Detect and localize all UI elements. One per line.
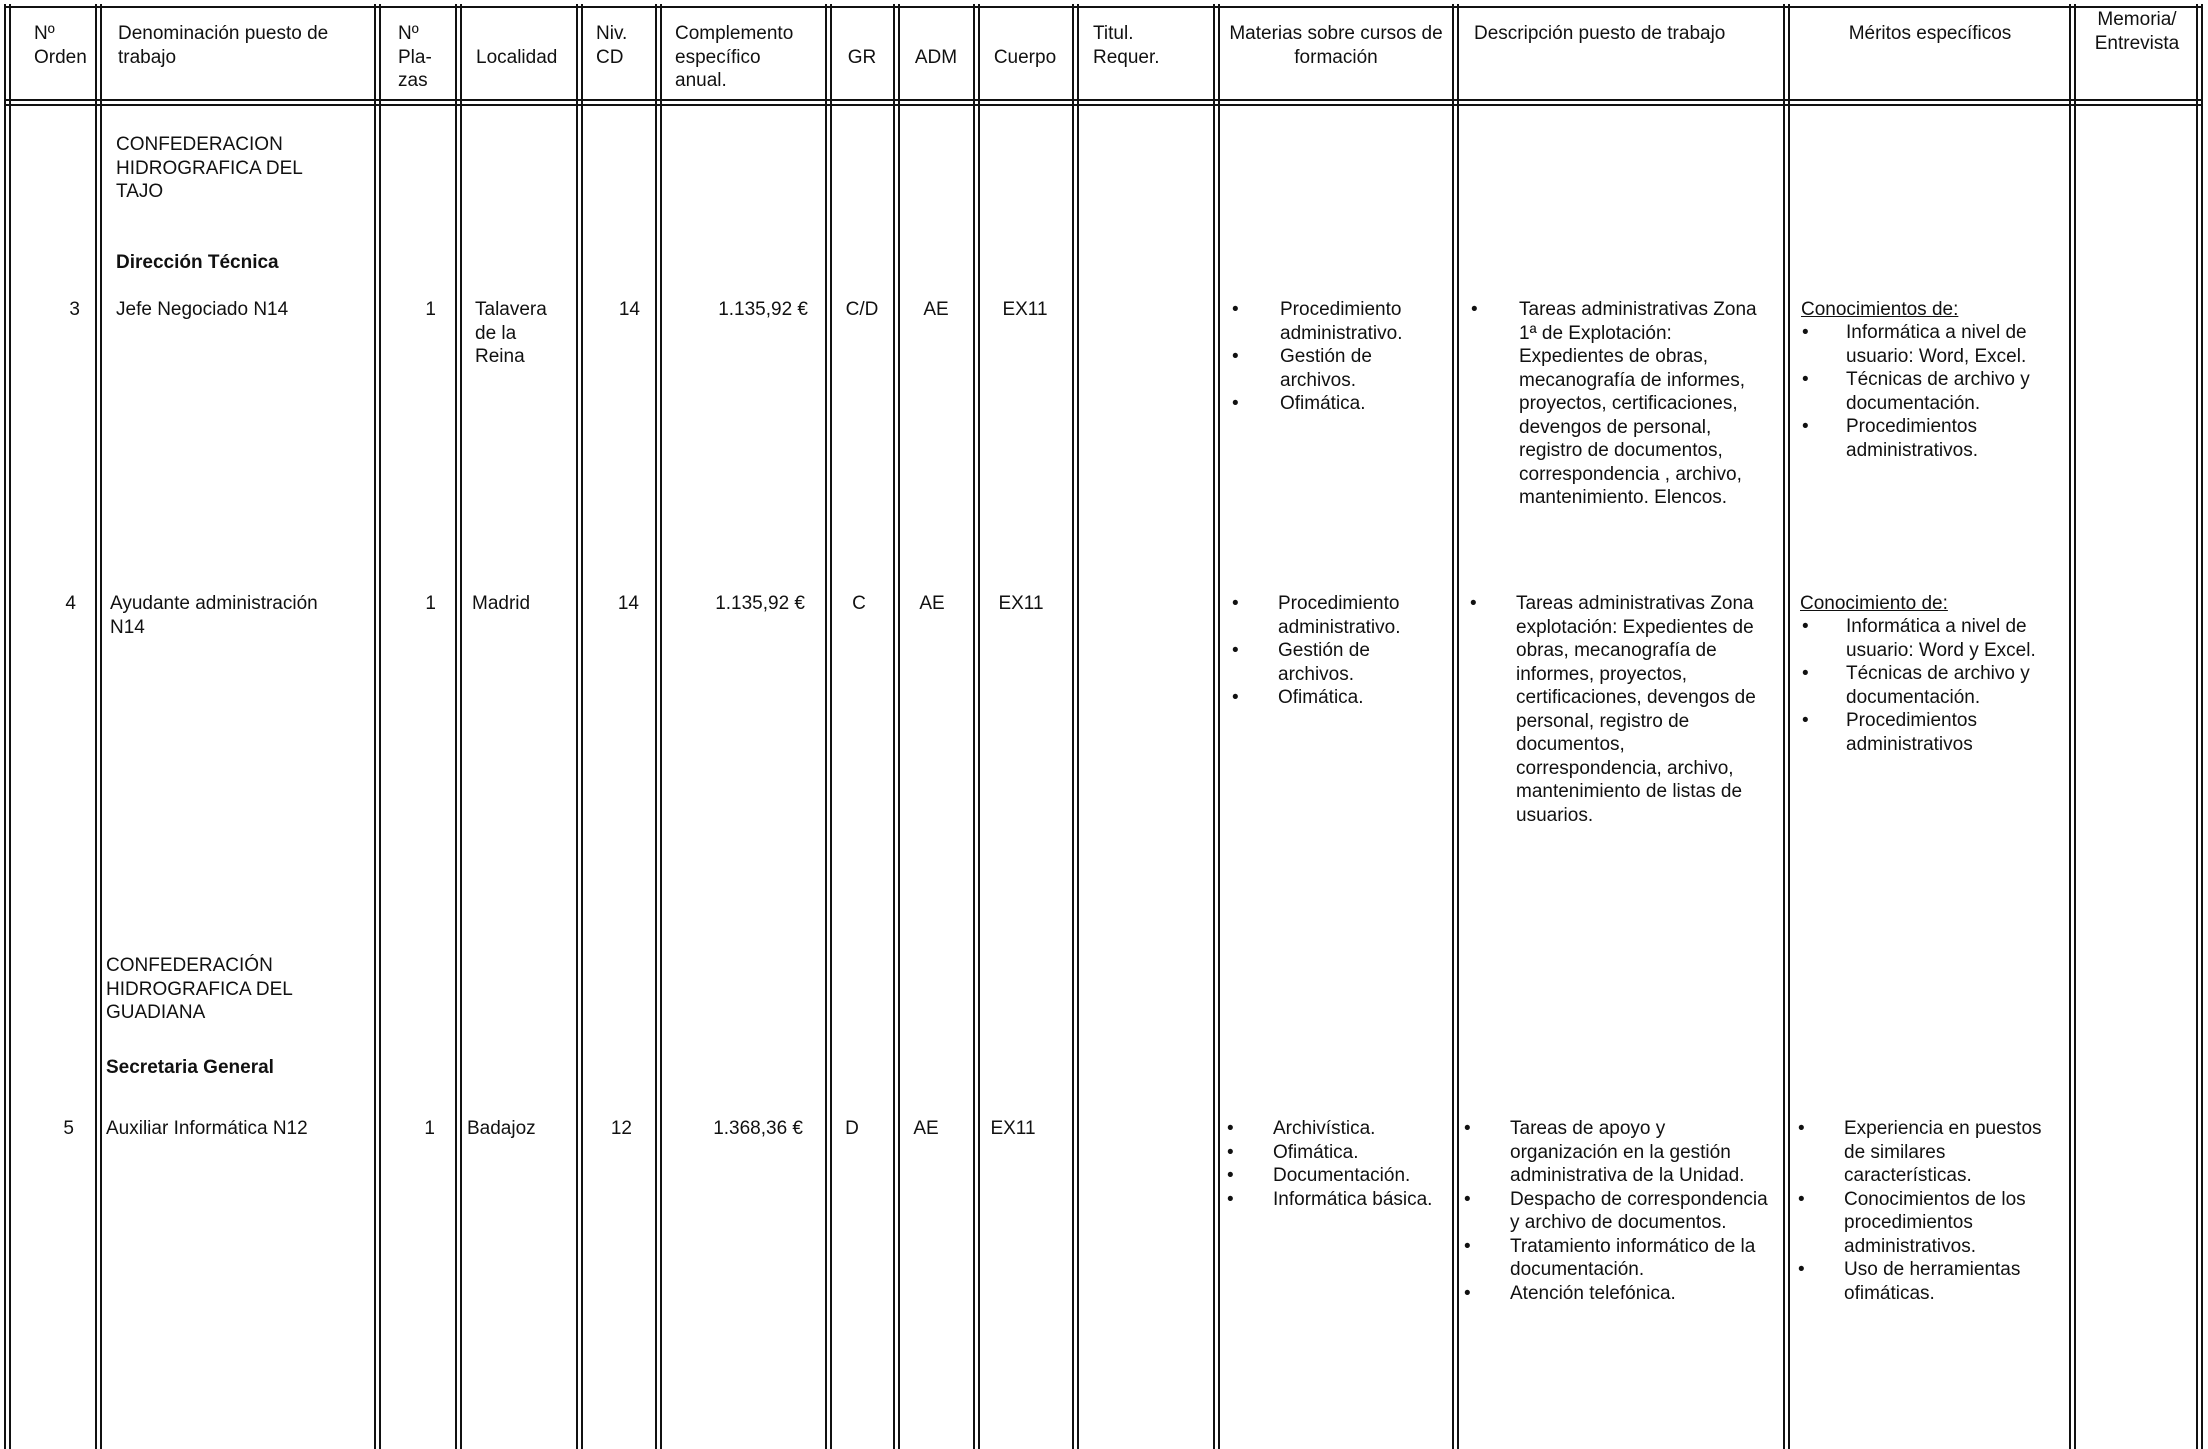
column-rule xyxy=(1213,4,1215,1449)
list-item: • Documentación. xyxy=(1225,1164,1441,1188)
row-localidad: Madrid xyxy=(472,593,531,614)
list-item: • Atención telefónica. xyxy=(1462,1282,1768,1306)
header-adm: ADM xyxy=(914,47,958,68)
header-descripcion: Descripción puesto de trabajo xyxy=(1474,23,1726,44)
column-rule xyxy=(898,4,900,1449)
row-cuerpo: EX11 xyxy=(990,1118,1036,1139)
column-rule xyxy=(973,4,975,1449)
column-rule xyxy=(1457,4,1459,1449)
list-item: • Ofimática. xyxy=(1225,1141,1441,1165)
column-rule xyxy=(460,4,462,1449)
list-item: • Tratamiento informático de la documentación. xyxy=(1462,1235,1768,1282)
header-rule-bottom xyxy=(4,99,2202,101)
header-rule-bottom xyxy=(4,104,2202,106)
column-rule xyxy=(95,4,97,1449)
row-localidad: Talavera de la Reina xyxy=(475,299,547,367)
header-meritos: Méritos específicos xyxy=(1848,23,2012,44)
column-rule xyxy=(825,4,827,1449)
header-orden: Nº Orden xyxy=(34,23,87,68)
list-item: • Procedimiento administrativo. xyxy=(1230,592,1442,639)
row-nivcd: 14 xyxy=(617,593,639,614)
row-meritos-list xyxy=(1800,321,2064,462)
header-cuerpo: Cuerpo xyxy=(993,47,1057,68)
list-item: • Procedimientos administrativos. xyxy=(1800,415,2064,462)
row-gr: D xyxy=(845,1118,859,1139)
header-denominacion: Denominación puesto de trabajo xyxy=(118,23,329,68)
row-orden: 4 xyxy=(65,593,76,614)
list-item: • Despacho de correspondencia y archivo de documentos. xyxy=(1462,1188,1768,1235)
column-rule xyxy=(1072,4,1074,1449)
column-rule xyxy=(893,4,895,1449)
header-complemento: Complemento específico anual. xyxy=(675,23,794,91)
row-orden: 3 xyxy=(69,299,80,320)
row-plazas: 1 xyxy=(424,1118,435,1139)
list-item: • Informática a nivel de usuario: Word, Excel. xyxy=(1800,321,2064,368)
row-materias-list xyxy=(1230,298,1442,416)
column-rule xyxy=(379,4,381,1449)
row-denominacion: Auxiliar Informática N12 xyxy=(106,1118,308,1139)
list-item: • Experiencia en puestos de similares características. xyxy=(1796,1117,2058,1188)
column-rule xyxy=(576,4,578,1449)
row-complemento: 1.135,92 € xyxy=(718,299,808,320)
row-meritos-list xyxy=(1800,615,2064,756)
list-item: • Ofimática. xyxy=(1230,686,1442,710)
row-meritos-heading: Conocimientos de: xyxy=(1801,299,1959,320)
header-titul: Titul. Requer. xyxy=(1093,23,1160,68)
row-gr: C/D xyxy=(845,299,879,320)
column-rule xyxy=(2074,4,2076,1449)
column-rule xyxy=(660,4,662,1449)
row-cuerpo: EX11 xyxy=(1002,299,1048,320)
column-rule xyxy=(1077,4,1079,1449)
row-materias-list xyxy=(1230,592,1442,710)
column-rule xyxy=(9,4,11,1449)
row-cuerpo: EX11 xyxy=(998,593,1044,614)
row-complemento: 1.368,36 € xyxy=(713,1118,803,1139)
row-plazas: 1 xyxy=(425,299,436,320)
header-rule-top xyxy=(4,6,2202,8)
list-item: • Tareas administrativas Zona explotación: Expedientes de obras, mecanografía de informes, proyectos, certificaciones, devengos de personal, registro de documentos, correspondencia, archivo, mantenimiento de listas de usuarios. xyxy=(1468,592,1768,827)
row-descripcion-list xyxy=(1469,298,1771,510)
column-rule xyxy=(655,4,657,1449)
column-rule xyxy=(4,4,6,1449)
list-item: • Tareas de apoyo y organización en la gestión administrativa de la Unidad. xyxy=(1462,1117,1768,1188)
column-rule xyxy=(830,4,832,1449)
row-adm: AE xyxy=(913,1118,939,1139)
row-meritos-heading: Conocimiento de: xyxy=(1800,593,1948,614)
row-nivcd: 14 xyxy=(618,299,640,320)
unit-title: Dirección Técnica xyxy=(116,252,279,273)
list-item: • Conocimientos de los procedimientos administrativos. xyxy=(1796,1188,2058,1259)
header-plazas: Nº Pla-zas xyxy=(398,23,432,91)
column-rule xyxy=(100,4,102,1449)
row-descripcion-list xyxy=(1462,1117,1768,1305)
list-item: • Tareas administrativas Zona 1ª de Explotación: Expedientes de obras, mecanografía de informes, proyectos, certificaciones, devengos de personal, registro de documentos, correspondencia , archivo, mantenimiento. Elencos. xyxy=(1469,298,1771,510)
list-item: • Informática a nivel de usuario: Word y Excel. xyxy=(1800,615,2064,662)
row-adm: AE xyxy=(919,593,945,614)
column-rule xyxy=(2069,4,2071,1449)
list-item: • Informática básica. xyxy=(1225,1188,1441,1212)
row-adm: AE xyxy=(923,299,949,320)
row-gr: C xyxy=(852,593,866,614)
column-rule xyxy=(1783,4,1785,1449)
row-descripcion-list xyxy=(1468,592,1768,827)
header-gr: GR xyxy=(847,47,877,68)
column-rule xyxy=(581,4,583,1449)
list-item: • Archivística. xyxy=(1225,1117,1441,1141)
list-item: • Gestión de archivos. xyxy=(1230,639,1442,686)
row-nivcd: 12 xyxy=(610,1118,632,1139)
row-denominacion: Ayudante administración N14 xyxy=(110,593,318,638)
column-rule xyxy=(1788,4,1790,1449)
column-rule xyxy=(455,4,457,1449)
list-item: • Técnicas de archivo y documentación. xyxy=(1800,368,2064,415)
header-nivcd: Niv. CD xyxy=(596,23,628,68)
list-item: • Procedimiento administrativo. xyxy=(1230,298,1442,345)
row-complemento: 1.135,92 € xyxy=(715,593,805,614)
column-rule xyxy=(2196,4,2198,1449)
row-orden: 5 xyxy=(63,1118,74,1139)
list-item: • Técnicas de archivo y documentación. xyxy=(1800,662,2064,709)
column-rule xyxy=(374,4,376,1449)
row-localidad: Badajoz xyxy=(467,1118,536,1139)
row-denominacion: Jefe Negociado N14 xyxy=(116,299,289,320)
list-item: • Uso de herramientas ofimáticas. xyxy=(1796,1258,2058,1305)
list-item: • Procedimientos administrativos xyxy=(1800,709,2064,756)
row-materias-list xyxy=(1225,1117,1441,1211)
unit-title: Secretaria General xyxy=(106,1057,274,1078)
organism-title: CONFEDERACION HIDROGRAFICA DEL TAJO xyxy=(116,134,303,202)
column-rule xyxy=(1452,4,1454,1449)
row-meritos-list xyxy=(1796,1117,2058,1305)
header-localidad: Localidad xyxy=(476,47,558,68)
list-item: • Ofimática. xyxy=(1230,392,1442,416)
row-plazas: 1 xyxy=(425,593,436,614)
organism-title: CONFEDERACIÓN HIDROGRAFICA DEL GUADIANA xyxy=(106,955,293,1023)
column-rule xyxy=(978,4,980,1449)
column-rule xyxy=(1218,4,1220,1449)
header-memoria: Memoria/ Entrevista xyxy=(2094,9,2180,54)
list-item: • Gestión de archivos. xyxy=(1230,345,1442,392)
header-materias: Materias sobre cursos de formación xyxy=(1229,23,1443,68)
column-rule xyxy=(2201,4,2203,1449)
